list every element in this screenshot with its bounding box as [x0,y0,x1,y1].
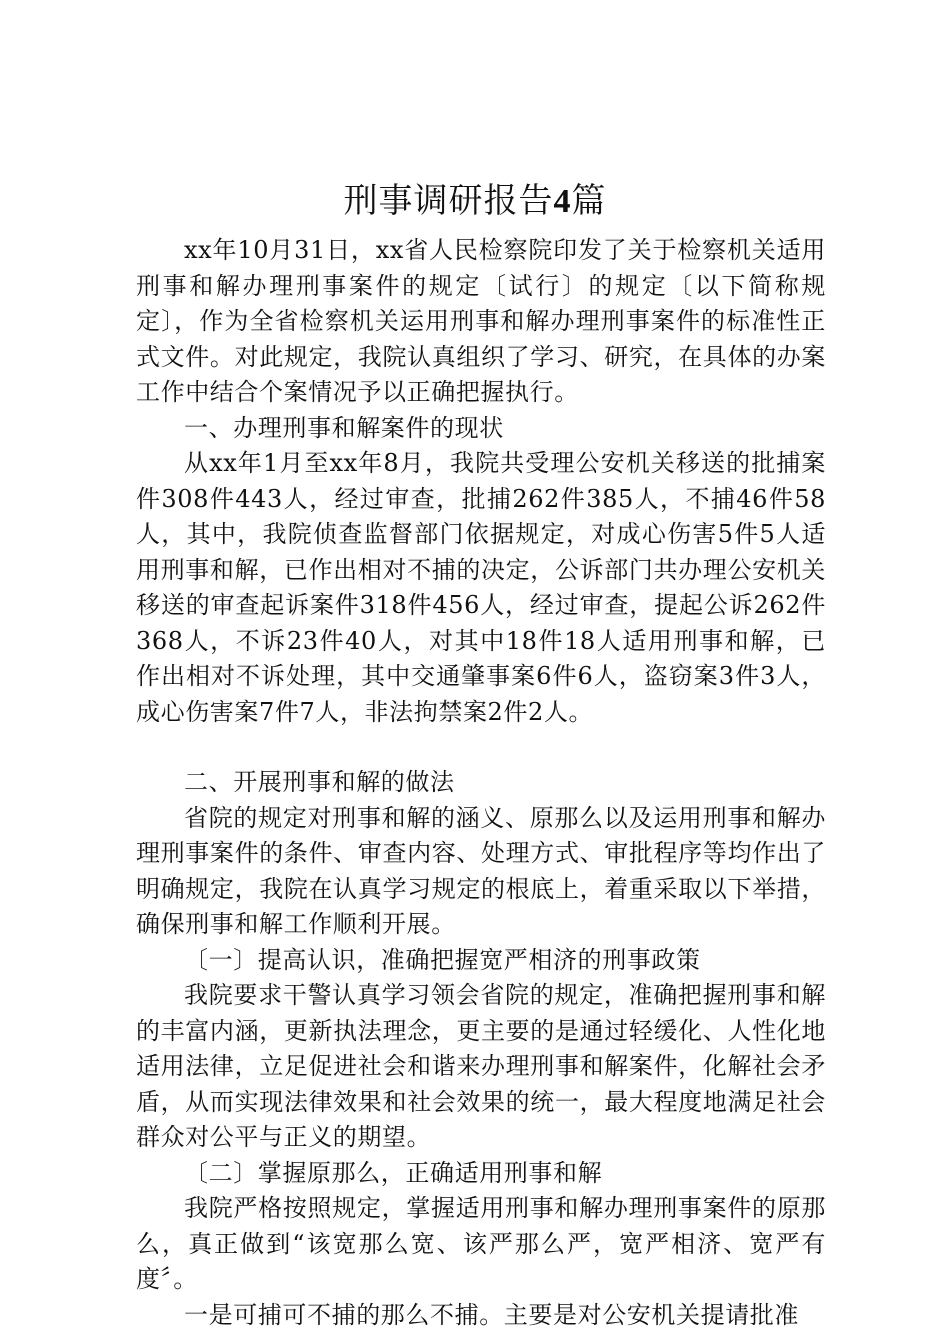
title-number: 4 [553,183,572,220]
paragraph-awareness: 我院要求干警认真学习领会省院的规定，准确把握刑事和解的丰富内涵，更新执法理念，更主要的是通过轻缓化、人性化地适用法律，立足促进社会和谐来办理刑事和解案件，化解社会矛盾，从而实现法律效果和社会效果的统一，最大程度地满足社会群众对公平与正义的期望。 [136,981,826,1151]
subsection-heading-2: 〔二〕掌握原那么，正确适用刑事和解 [184,1158,603,1187]
paragraph-status: 从xx年1月至xx年8月，我院共受理公安机关移送的批捕案件308件443人，经过审查，批捕262件385人，不捕46件58人，其中，我院侦查监督部门依据规定，对成心伤害5件5人适用刑事和解，已作出相对不捕的决定，公诉部门共办理公安机关移送的审查起诉案件318件456人，经过审查，提起公诉262件368人，不诉23件40人，对其中18件18人适用刑事和解，已作出相对不诉处理，其中交通肇事案6件6人，盗窃案3件3人，成心伤害案7件7人，非法拘禁案2件2人。 [136,449,826,726]
section-heading-1: 一、办理刑事和解案件的现状 [184,413,504,442]
paragraph-intro: xx年10月31日，xx省人民检察院印发了关于检察机关适用刑事和解办理刑事案件的规定〔试行〕的规定〔以下简称规定〕，作为全省检察机关运用刑事和解办理刑事案件的标准性正式文件。对此规定，我院认真组织了学习、研究，在具体的办案工作中结合个案情况予以正确把握执行。 [136,236,826,406]
document-body [136,233,826,1333]
title-suffix: 篇 [571,181,607,221]
section-heading-2: 二、开展刑事和解的做法 [184,768,455,796]
title-text: 刑事调研报告 [343,181,554,221]
paragraph-point-one: 一是可捕可不捕的那么不捕。主要是对公安机关提请批准 [184,1300,799,1329]
subsection-heading-1: 〔一〕提高认识，准确把握宽严相济的刑事政策 [184,945,701,974]
paragraph-principles: 我院严格按照规定，掌握适用刑事和解办理刑事案件的原那么，真正做到“该宽那么宽、该严那么严，宽严相济、宽严有度〞。 [136,1194,826,1293]
document-title [0,178,950,225]
paragraph-practice: 省院的规定对刑事和解的涵义、原那么以及运用刑事和解办理刑事案件的条件、审查内容、处理方式、审批程序等均作出了明确规定，我院在认真学习规定的根底上，着重采取以下举措，确保刑事和解工作顺利开展。 [136,803,826,938]
